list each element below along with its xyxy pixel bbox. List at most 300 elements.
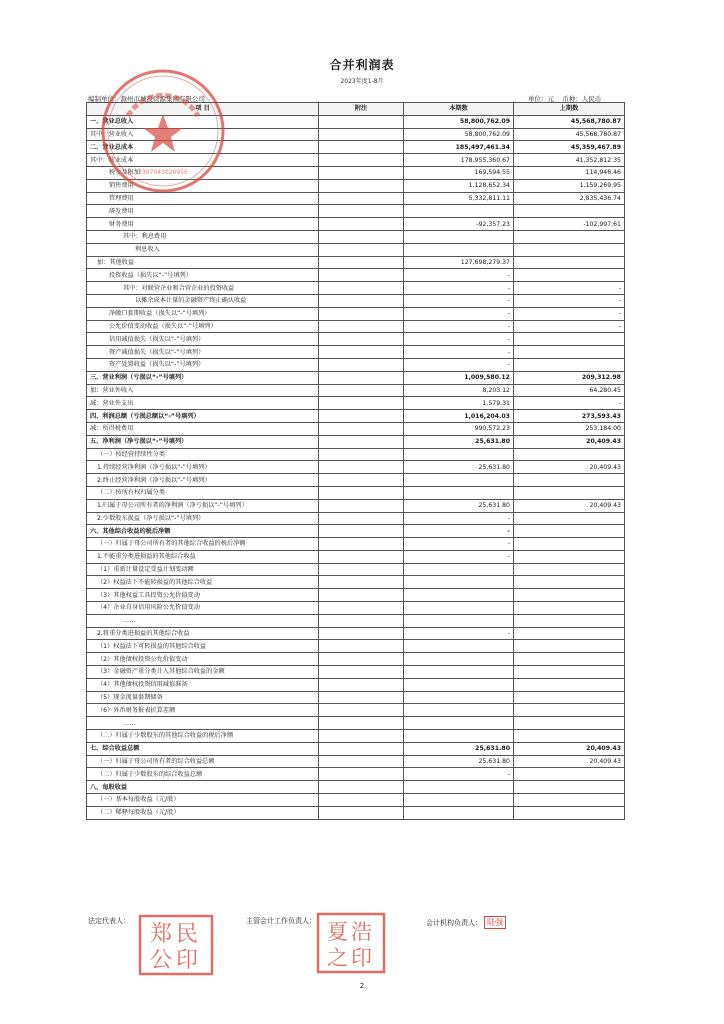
row-item-label: 一、营业总收入 [87,115,319,128]
table-row [87,691,625,704]
row-prior-amount [514,717,625,730]
table-row [87,730,625,743]
table-row [87,435,625,448]
row-note [319,448,404,461]
row-item-label: （1）权益法下可转损益的其他综合收益 [87,640,319,653]
row-current-amount [404,653,514,666]
row-note [319,474,404,487]
currency-label: 币种：人民币 [562,95,602,103]
row-note [319,602,404,615]
row-note [319,589,404,602]
row-note [319,576,404,589]
row-current-amount: 25,631.80 [404,755,514,768]
table-row [87,154,625,167]
row-note [319,243,404,256]
row-item-label: 三、营业利润（亏损以“-”号填列） [87,371,319,384]
table-header-row [87,103,625,116]
row-prior-amount [514,358,625,371]
row-item-label: （1）重新计量设定受益计划变动额 [87,563,319,576]
row-note [319,781,404,794]
row-current-amount: - [404,538,514,551]
dept-seal: 陆强 [484,916,506,929]
row-current-amount: 25,631.80 [404,742,514,755]
row-current-amount: 185,497,461.34 [404,141,514,154]
row-note [319,141,404,154]
row-item-label: 五、净利润（净亏损以“-”号填列） [87,435,319,448]
table-row [87,704,625,717]
row-current-amount: 127,698,279.37 [404,256,514,269]
row-current-amount [404,640,514,653]
row-current-amount: - [404,346,514,359]
table-row [87,499,625,512]
row-prior-amount [514,768,625,781]
row-note [319,435,404,448]
svg-text:之印: 之印 [327,946,375,970]
row-item-label: 其中：对联营企业和合营企业的投资收益 [87,282,319,295]
table-row [87,410,625,423]
row-note [319,678,404,691]
row-current-amount [404,474,514,487]
row-prior-amount [514,691,625,704]
row-item-label: 减：所得税费用 [87,422,319,435]
row-note [319,538,404,551]
table-row [87,230,625,243]
table-row [87,717,625,730]
row-note [319,179,404,192]
column-header-prior: 上期数 [514,103,625,116]
table-row [87,371,625,384]
row-current-amount: -92,357.23 [404,218,514,231]
table-row [87,269,625,282]
accounting-dept-text: 会计机构负责人： [426,919,482,927]
svg-text:郑民: 郑民 [149,922,203,947]
statement-title: 合并利润表 [329,58,395,72]
row-note [319,704,404,717]
row-prior-amount [514,640,625,653]
row-prior-amount: 45,568,780.87 [514,128,625,141]
row-prior-amount: 20,409.43 [514,755,625,768]
row-note [319,614,404,627]
row-note [319,461,404,474]
row-current-amount [404,781,514,794]
row-prior-amount: -102,997.61 [514,218,625,231]
row-current-amount: - [404,307,514,320]
row-current-amount: 25,631.80 [404,435,514,448]
row-note [319,256,404,269]
row-current-amount: - [404,525,514,538]
row-note [319,563,404,576]
row-prior-amount: - [514,294,625,307]
table-row [87,448,625,461]
column-header-note: 附注 [319,103,404,116]
row-item-label: …… [87,614,319,627]
row-item-label: 公允价值变动收益（损失以“-”号填列） [87,320,319,333]
row-current-amount [404,576,514,589]
row-item-label: 八、每股收益 [87,781,319,794]
row-item-label: 财务费用 [87,218,319,231]
row-current-amount [404,614,514,627]
row-item-label: 利息收入 [87,243,319,256]
row-note [319,371,404,384]
row-current-amount: 5,332,811.11 [404,192,514,205]
table-row [87,294,625,307]
row-current-amount [404,243,514,256]
row-note [319,806,404,819]
row-current-amount: 25,631.80 [404,499,514,512]
row-prior-amount [514,576,625,589]
row-item-label: （4）企业自身信用风险公允价值变动 [87,602,319,615]
row-note [319,205,404,218]
row-note [319,717,404,730]
row-item-label: 净敞口套期收益（损失以“-”号填列） [87,307,319,320]
unit-label: 单位：元 [528,95,554,103]
row-item-label: 2.终止经营净利润（净亏损以“-”号填列） [87,474,319,487]
row-item-label: 销售费用 [87,179,319,192]
table-row [87,256,625,269]
accounting-dept-label [426,916,506,929]
row-current-amount [404,563,514,576]
column-header-item: 项 目 [87,103,319,116]
row-current-amount [404,794,514,807]
row-item-label: （二）按所有权归属分类 [87,486,319,499]
row-current-amount [404,448,514,461]
row-current-amount: 1,016,204.03 [404,410,514,423]
row-item-label: 研发费用 [87,205,319,218]
row-note [319,486,404,499]
table-row [87,525,625,538]
row-prior-amount [514,538,625,551]
row-current-amount: 8,203.12 [404,384,514,397]
row-note [319,627,404,640]
row-current-amount [404,730,514,743]
table-row [87,346,625,359]
table-row [87,666,625,679]
table-row [87,461,625,474]
row-current-amount: - [404,358,514,371]
row-prior-amount [514,589,625,602]
row-prior-amount [514,678,625,691]
row-prior-amount [514,448,625,461]
row-item-label: 其中：营业成本 [87,154,319,167]
row-item-label: （二）归属于少数股东的综合收益总额 [87,768,319,781]
row-item-label: （2）权益法下不能转损益的其他综合收益 [87,576,319,589]
row-prior-amount [514,653,625,666]
row-item-label: 减：营业外支出 [87,397,319,410]
row-current-amount [404,704,514,717]
table-row [87,755,625,768]
table-row [87,358,625,371]
company-label: 编制单位： [88,95,121,103]
table-row [87,806,625,819]
company-name: 滁州市城投资源集团有限公司 [120,95,205,103]
row-note [319,730,404,743]
row-note [319,397,404,410]
table-row [87,794,625,807]
row-note [319,154,404,167]
table-row [87,474,625,487]
row-prior-amount [514,781,625,794]
table-row [87,218,625,231]
row-item-label: 其中：利息费用 [87,230,319,243]
row-item-label: 六、其他综合收益的税后净额 [87,525,319,538]
row-current-amount [404,230,514,243]
row-current-amount [404,666,514,679]
table-row [87,166,625,179]
table-row [87,397,625,410]
row-note [319,794,404,807]
row-current-amount: - [404,269,514,282]
row-note [319,346,404,359]
row-prior-amount: 45,568,780.87 [514,115,625,128]
row-item-label: （2）其他债权投资公允价值变动 [87,653,319,666]
row-current-amount [404,717,514,730]
row-item-label: （5）现金流量套期储备 [87,691,319,704]
row-prior-amount: 20,409.43 [514,461,625,474]
row-current-amount: - [404,294,514,307]
row-item-label: …… [87,717,319,730]
row-item-label: （3）金融资产重分类计入其他综合收益的金额 [87,666,319,679]
row-item-label: （一）归属于母公司所有者的综合收益总额 [87,755,319,768]
table-row [87,640,625,653]
page-number: 2 [359,982,365,990]
row-prior-amount [514,243,625,256]
table-row [87,422,625,435]
row-current-amount: 25,631.80 [404,461,514,474]
row-note [319,384,404,397]
row-prior-amount [514,627,625,640]
legal-rep-label: 法定代表人： [88,917,130,925]
row-note [319,742,404,755]
row-prior-amount [514,794,625,807]
row-prior-amount [514,525,625,538]
row-current-amount: - [404,333,514,346]
row-item-label: （二）归属于少数股东的其他综合收益的税后净额 [87,730,319,743]
row-note [319,499,404,512]
income-statement-table [86,102,625,820]
table-row [87,307,625,320]
row-current-amount: 169,594.55 [404,166,514,179]
table-row [87,205,625,218]
row-item-label: 信用减值损失（损失以“-”号填列） [87,333,319,346]
table-row [87,614,625,627]
row-note [319,218,404,231]
row-item-label: （二）稀释每股收益（元/股） [87,806,319,819]
row-note [319,320,404,333]
row-item-label: 1.持续经营净利润（净亏损以“-”号填列） [87,461,319,474]
row-item-label: 加：营业外收入 [87,384,319,397]
table-row [87,563,625,576]
row-prior-amount [514,205,625,218]
table-row [87,179,625,192]
table-row [87,115,625,128]
row-item-label: （4）其他债权投资信用减值准备 [87,678,319,691]
table-row [87,768,625,781]
row-note [319,269,404,282]
row-current-amount: 1,579.31 [404,397,514,410]
table-row [87,486,625,499]
row-current-amount: 1,009,580.12 [404,371,514,384]
row-current-amount [404,691,514,704]
row-current-amount: 1,128,652.34 [404,179,514,192]
row-note [319,333,404,346]
table-row [87,550,625,563]
svg-text:3307043026956: 3307043026956 [138,169,188,176]
row-prior-amount [514,730,625,743]
row-item-label: 七、综合收益总额 [87,742,319,755]
svg-text:公印: 公印 [149,948,203,973]
row-note [319,755,404,768]
row-prior-amount: - [514,320,625,333]
row-item-label: 2.将重分类进损益的其他综合收益 [87,627,319,640]
accounting-head-label: 主管会计工作负责人： [246,917,316,925]
row-note [319,358,404,371]
row-prior-amount [514,474,625,487]
row-prior-amount: 20,409.43 [514,435,625,448]
row-note [319,230,404,243]
row-item-label: 1.归属于母公司所有者的净利润（净亏损以“-”号填列） [87,499,319,512]
row-prior-amount [514,269,625,282]
table-row [87,243,625,256]
table-row [87,627,625,640]
row-item-label: 税金及附加 [87,166,319,179]
row-prior-amount [514,230,625,243]
legal-rep-seal [138,914,214,976]
row-prior-amount [514,256,625,269]
row-note [319,666,404,679]
row-note [319,768,404,781]
row-prior-amount [514,563,625,576]
table-row [87,282,625,295]
table-row [87,589,625,602]
row-prior-amount: - [514,307,625,320]
row-prior-amount: 64,280.45 [514,384,625,397]
row-current-amount: 58,800,762.09 [404,128,514,141]
row-prior-amount: 209,312.98 [514,371,625,384]
row-item-label: 四、利润总额（亏损总额以“-”号填列） [87,410,319,423]
row-item-label: （6）外币财务报表折算差额 [87,704,319,717]
table-row [87,742,625,755]
row-prior-amount: 253,184.00 [514,422,625,435]
row-item-label: 以摊余成本计量的金融资产终止确认收益 [87,294,319,307]
row-prior-amount [514,704,625,717]
row-prior-amount: 20,409.43 [514,742,625,755]
row-current-amount: - [404,282,514,295]
row-note [319,294,404,307]
row-current-amount [404,589,514,602]
row-prior-amount [514,333,625,346]
table-row [87,128,625,141]
row-item-label: （3）其他权益工具投资公允价值变动 [87,589,319,602]
table-row [87,141,625,154]
row-prior-amount: 41,352,812.35 [514,154,625,167]
table-row [87,320,625,333]
table-row [87,538,625,551]
row-note [319,640,404,653]
row-current-amount: - [404,627,514,640]
row-prior-amount: - [514,282,625,295]
row-current-amount: - [404,550,514,563]
row-note [319,512,404,525]
row-item-label: 投资收益（损失以“-”号填列） [87,269,319,282]
table-row [87,781,625,794]
table-row [87,653,625,666]
row-item-label: 管理费用 [87,192,319,205]
row-prior-amount [514,666,625,679]
row-prior-amount: 114,946.46 [514,166,625,179]
row-prior-amount [514,512,625,525]
row-item-label: （一）按经营持续性分类 [87,448,319,461]
row-current-amount: 58,800,762.09 [404,115,514,128]
row-prior-amount: 2,835,436.74 [514,192,625,205]
table-row [87,602,625,615]
row-current-amount [404,806,514,819]
row-prior-amount: 45,359,467.89 [514,141,625,154]
row-note [319,166,404,179]
row-item-label: （一）归属于母公司所有者的其他综合收益的税后净额 [87,538,319,551]
table-row [87,384,625,397]
accounting-head-seal [316,912,386,974]
row-prior-amount [514,346,625,359]
row-current-amount: - [404,512,514,525]
row-note [319,422,404,435]
row-current-amount: - [404,768,514,781]
row-prior-amount: - [514,397,625,410]
table-row [87,512,625,525]
row-note [319,192,404,205]
row-note [319,653,404,666]
row-current-amount [404,486,514,499]
row-prior-amount: 20,409.43 [514,499,625,512]
table-row [87,576,625,589]
row-note [319,115,404,128]
row-prior-amount [514,602,625,615]
row-current-amount [404,602,514,615]
row-note [319,307,404,320]
row-current-amount [404,678,514,691]
row-item-label: 资产减值损失（损失以“-”号填列） [87,346,319,359]
row-item-label: 2.少数股东损益（净亏损以“-”号填列） [87,512,319,525]
row-note [319,410,404,423]
row-prior-amount: 273,593.43 [514,410,625,423]
table-row [87,192,625,205]
svg-text:夏浩: 夏浩 [327,920,375,944]
row-current-amount: 178,955,360.67 [404,154,514,167]
row-note [319,282,404,295]
row-prior-amount [514,806,625,819]
row-note [319,128,404,141]
row-item-label: 其中：营业收入 [87,128,319,141]
row-current-amount: 990,572.23 [404,422,514,435]
row-note [319,691,404,704]
row-item-label: 1.不能重分类进损益的其他综合收益 [87,550,319,563]
table-row [87,333,625,346]
row-current-amount [404,205,514,218]
row-note [319,525,404,538]
row-item-label: （一）基本每股收益（元/股） [87,794,319,807]
row-prior-amount [514,486,625,499]
table-row [87,678,625,691]
row-item-label: 二、营业总成本 [87,141,319,154]
row-prior-amount [514,550,625,563]
row-note [319,550,404,563]
column-header-current: 本期数 [404,103,514,116]
row-prior-amount: 1,159,269.95 [514,179,625,192]
row-item-label: 加：其他收益 [87,256,319,269]
row-item-label: 资产处置收益（损失以“-”号填列） [87,358,319,371]
row-current-amount: - [404,320,514,333]
row-prior-amount [514,614,625,627]
statement-period: 2023年度1-8月 [340,78,384,85]
